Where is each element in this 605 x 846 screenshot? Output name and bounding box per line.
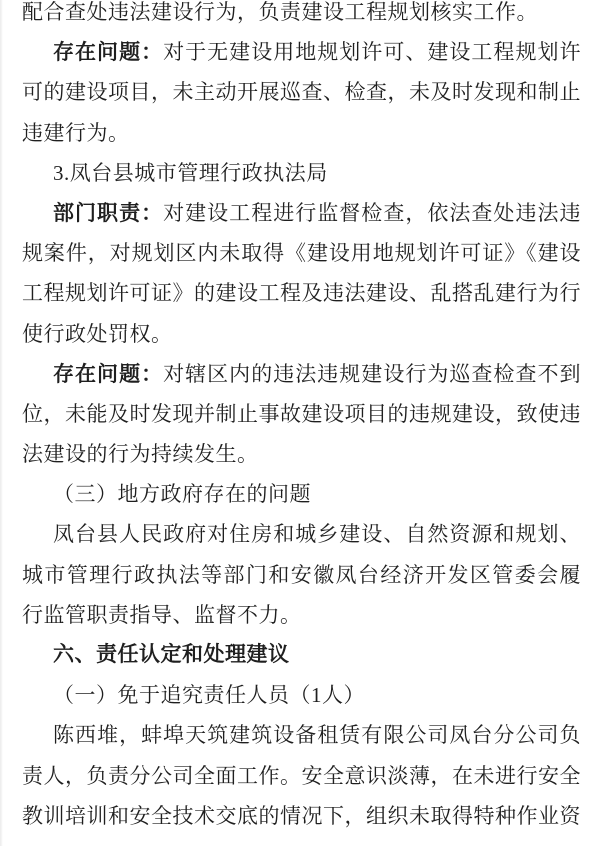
run-in-label: 存在问题：	[53, 40, 164, 65]
document-body	[22, 0, 581, 836]
text-line: 位，未能及时发现并制止事故建设项目的违规建设，致使违	[22, 401, 581, 426]
text-line	[22, 354, 581, 394]
text-line	[22, 193, 581, 233]
text-line: 行监管职责指导、监督不力。	[22, 602, 302, 627]
section-heading: 六、责任认定和处理建议	[53, 643, 290, 666]
line-text: 对于无建设用地规划许可、建设工程规划许	[163, 40, 581, 65]
text-line: 陈西堆，蚌埠天筑建筑设备租赁有限公司凤台分公司负	[53, 723, 581, 748]
text-line: 教训培训和安全技术交底的情况下，组织未取得特种作业资	[22, 803, 581, 828]
subsection-heading: （一）免于追究责任人员（1人）	[53, 683, 365, 708]
text-line: 工程规划许可证》的建设工程及违法建设、乱搭乱建行为行	[22, 281, 581, 306]
text-line: 配合查处违法建设行为，负责建设工程规划核实工作。	[22, 0, 538, 24]
text-line: 法建设的行为持续发生。	[22, 442, 259, 467]
text-line: 规案件，对规划区内未取得《建设用地规划许可证》《建设	[22, 241, 581, 266]
text-line: 可的建设项目，未主动开展巡查、检查，未及时发现和制止	[22, 80, 581, 105]
text-line: 使行政处罚权。	[22, 321, 173, 346]
text-line: 责人，负责分公司全面工作。安全意识淡薄，在未进行安全	[22, 763, 581, 788]
text-line	[22, 32, 581, 72]
run-in-label: 部门职责：	[53, 200, 164, 225]
page-edge-artifact	[0, 0, 3, 846]
text-line: 违建行为。	[22, 120, 130, 145]
text-line: 城市管理行政执法等部门和安徽凤台经济开发区管委会履	[22, 562, 581, 587]
line-text: 对建设工程进行监督检查，依法查处违法违	[163, 200, 581, 225]
run-in-label: 存在问题：	[53, 361, 164, 386]
subsection-heading: （三）地方政府存在的问题	[53, 482, 311, 507]
text-line: 凤台县人民政府对住房和城乡建设、自然资源和规划、	[53, 522, 581, 547]
line-text: 对辖区内的违法违规建设行为巡查检查不到	[163, 361, 581, 386]
numbered-item-heading: 3.凤台县城市管理行政执法局	[53, 160, 328, 185]
